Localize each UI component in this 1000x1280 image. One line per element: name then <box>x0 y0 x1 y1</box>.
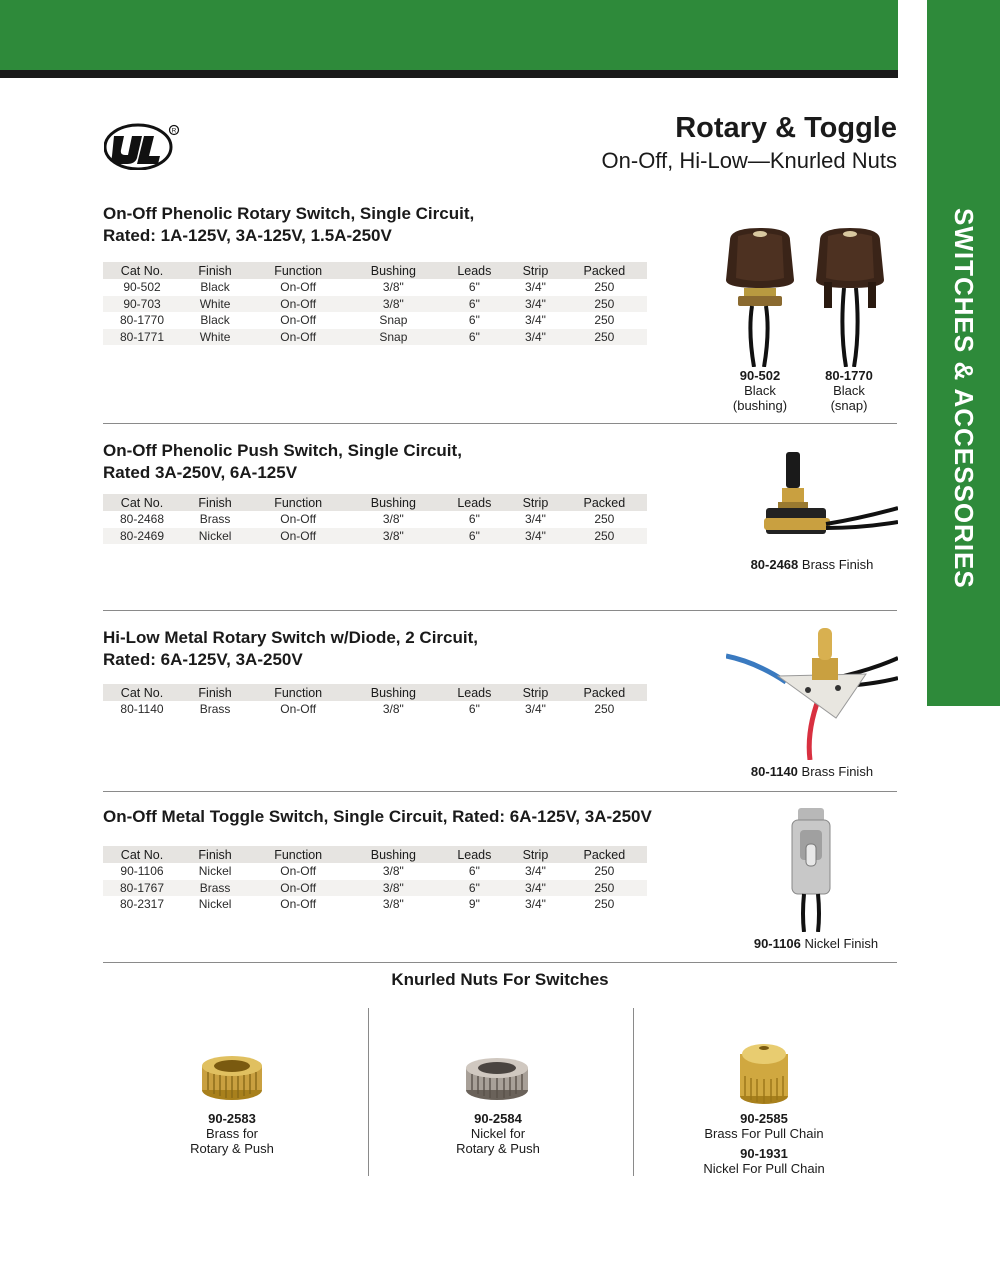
side-tab-label: SWITCHES & ACCESSORIES <box>949 207 979 589</box>
table-cell: 250 <box>562 329 647 346</box>
table-cell: 3/8" <box>382 280 404 295</box>
table-header-cell: Leads <box>440 684 510 701</box>
table-cell: 3/4" <box>524 313 546 328</box>
table-header-cell: Strip <box>509 684 562 701</box>
hilow-switch-image <box>726 618 898 760</box>
col-cat-no: Cat No. <box>103 262 181 279</box>
spec-table-push <box>103 494 647 544</box>
side-tab-label-wrap <box>927 0 1000 706</box>
header-bar-underline <box>0 70 898 78</box>
table-cell: 3/4" <box>509 880 562 897</box>
table-row <box>103 296 647 313</box>
table-cell: 6" <box>440 528 510 545</box>
table-header-row <box>103 262 647 279</box>
table-header-cell: Cat No. <box>103 684 181 701</box>
table-cell: Black <box>200 280 230 295</box>
section-divider <box>103 610 897 611</box>
table-cell: 250 <box>562 880 647 897</box>
push-switch-image <box>752 448 898 548</box>
table-header-cell: Bushing <box>347 494 439 511</box>
table-cell: 3/4" <box>524 897 546 912</box>
table-cell: 9" <box>468 897 480 912</box>
table-cell: 6" <box>468 864 480 879</box>
brass-knurled-nut-image <box>200 1052 264 1102</box>
caption-90-502: 90-502 Black (bushing) <box>732 368 788 413</box>
table-cell: 250 <box>562 528 647 545</box>
section-title-rotary <box>103 203 474 247</box>
table-cell: Snap <box>347 329 439 346</box>
page-subtitle: On-Off, Hi-Low—Knurled Nuts <box>601 148 897 173</box>
table-cell: 90-1106 <box>120 864 164 879</box>
toggle-switch-image <box>778 804 842 932</box>
table-header-cell: Strip <box>509 494 562 511</box>
pull-chain-knurled-nut-image <box>736 1036 792 1106</box>
caption-90-2584: 90-2584 Nickel for Rotary & Push <box>456 1111 540 1156</box>
table-cell: 3/8" <box>347 528 439 545</box>
table-cell: 3/4" <box>509 528 562 545</box>
col-packed: Packed <box>562 262 647 279</box>
section-divider <box>103 423 897 424</box>
table-cell: 3/4" <box>524 864 546 879</box>
table-cell: On-Off <box>249 296 347 313</box>
table-cell: 250 <box>562 296 647 313</box>
section-title-toggle <box>103 806 652 828</box>
table-cell: 80-2317 <box>119 897 165 912</box>
table-cell: 3/4" <box>524 702 546 717</box>
table-header-cell: Function <box>249 494 347 511</box>
col-strip: Strip <box>509 262 562 279</box>
table-cell: On-Off <box>280 702 317 717</box>
table-cell: Snap <box>379 313 408 328</box>
table-cell: 6" <box>468 512 480 527</box>
table-cell: On-Off <box>249 880 347 897</box>
table-header-cell: Cat No. <box>103 494 181 511</box>
table-cell: 6" <box>468 313 480 328</box>
rotary-switch-bushing-image <box>718 222 802 367</box>
table-cell: 3/8" <box>347 296 439 313</box>
table-row <box>103 279 647 296</box>
table-cell: 80-1140 <box>120 702 164 717</box>
table-row <box>103 863 647 880</box>
table-cell: 250 <box>594 512 615 527</box>
table-header-cell: Function <box>249 684 347 701</box>
rotary-switch-snap-image <box>810 222 890 367</box>
section-title-line: On-Off Metal Toggle Switch, Single Circuit, Rated: 6A-125V, 3A-250V <box>103 807 652 826</box>
table-cell: 6" <box>468 280 480 295</box>
table-header-cell: Packed <box>562 846 647 863</box>
section-title-hilow <box>103 627 478 671</box>
table-cell: 80-1767 <box>103 880 181 897</box>
table-header-cell: Finish <box>181 494 249 511</box>
section-title-line: Rated: 1A-125V, 3A-125V, 1.5A-250V <box>103 226 392 245</box>
table-row <box>103 511 647 528</box>
table-row <box>103 329 647 346</box>
table-cell: Nickel <box>198 897 232 912</box>
col-function: Function <box>249 262 347 279</box>
caption-90-2585: 90-2585 Brass For Pull Chain 90-1931 Nickel For Pull Chain <box>703 1111 825 1176</box>
table-header-cell: Function <box>249 846 347 863</box>
section-divider <box>103 962 897 963</box>
table-row <box>103 312 647 329</box>
table-cell: On-Off <box>280 313 317 328</box>
table-row <box>103 896 647 913</box>
table-cell: Nickel <box>198 864 232 879</box>
table-cell: 3/4" <box>509 296 562 313</box>
table-cell: White <box>181 329 249 346</box>
table-header-row <box>103 684 647 701</box>
section-title-line: Rated: 6A-125V, 3A-250V <box>103 650 303 669</box>
caption-80-1770: 80-1770 Black (snap) <box>825 368 873 413</box>
table-row <box>103 528 647 545</box>
column-divider <box>633 1008 634 1176</box>
table-header-cell: Cat No. <box>103 846 181 863</box>
svg-text:R: R <box>171 127 177 135</box>
caption-80-2468: 80-2468 Brass Finish <box>750 557 874 572</box>
table-header-cell: Packed <box>562 494 647 511</box>
table-header-cell: Bushing <box>347 846 439 863</box>
table-cell: On-Off <box>280 897 317 912</box>
col-leads: Leads <box>440 262 510 279</box>
table-cell: 6" <box>440 880 510 897</box>
page-title: Rotary & Toggle <box>675 112 897 144</box>
spec-table-rotary <box>103 262 647 345</box>
table-cell: Nickel <box>181 528 249 545</box>
table-cell: On-Off <box>249 528 347 545</box>
ul-certification-logo <box>104 122 180 170</box>
table-cell: Brass <box>199 702 231 717</box>
table-header-cell: Packed <box>562 684 647 701</box>
caption-cat: 80-1770 <box>825 368 873 383</box>
table-cell: 3/8" <box>382 864 404 879</box>
caption-cat: 90-502 <box>739 368 781 383</box>
table-cell: 3/8" <box>382 512 404 527</box>
nickel-knurled-nut-image <box>464 1054 530 1102</box>
section-title-line: Hi-Low Metal Rotary Switch w/Diode, 2 Circuit, <box>103 628 478 647</box>
table-cell: 250 <box>594 897 615 912</box>
table-cell: 3/8" <box>382 702 404 717</box>
caption-90-1106: 90-1106 Nickel Finish <box>753 936 879 951</box>
table-row <box>103 701 647 718</box>
table-cell: 250 <box>594 702 615 717</box>
table-cell: 6" <box>468 702 480 717</box>
table-cell: 3/4" <box>524 512 546 527</box>
col-finish: Finish <box>181 262 249 279</box>
table-cell: On-Off <box>280 280 317 295</box>
section-title-line: On-Off Phenolic Rotary Switch, Single Circuit, <box>103 204 475 223</box>
caption-80-1140: 80-1140 Brass Finish <box>750 764 874 779</box>
table-header-row <box>103 846 647 863</box>
table-cell: 6" <box>440 329 510 346</box>
col-bushing: Bushing <box>347 262 439 279</box>
table-header-cell: Finish <box>181 846 249 863</box>
spec-table-toggle <box>103 846 647 913</box>
table-cell: Brass <box>199 512 231 527</box>
table-cell: 250 <box>594 280 615 295</box>
table-cell: 80-1771 <box>103 329 181 346</box>
section-title-line: Rated 3A-250V, 6A-125V <box>103 463 298 482</box>
table-cell: Black <box>200 313 230 328</box>
caption-90-2583: 90-2583 Brass for Rotary & Push <box>190 1111 274 1156</box>
table-cell: 80-2469 <box>103 528 181 545</box>
table-cell: 3/4" <box>524 280 546 295</box>
table-cell: On-Off <box>280 864 317 879</box>
table-cell: 90-502 <box>123 280 161 295</box>
spec-table-hilow <box>103 684 647 718</box>
table-cell: 250 <box>594 313 615 328</box>
table-cell: 3/8" <box>347 880 439 897</box>
table-cell: 6" <box>440 296 510 313</box>
section-title-push <box>103 440 462 484</box>
table-header-row <box>103 494 647 511</box>
table-cell: 90-703 <box>103 296 181 313</box>
header-bar <box>0 0 898 70</box>
table-header-cell: Leads <box>440 494 510 511</box>
table-cell: 80-1770 <box>119 313 165 328</box>
table-header-cell: Bushing <box>347 684 439 701</box>
table-cell: 80-2468 <box>119 512 165 527</box>
table-cell: 3/8" <box>382 897 404 912</box>
table-header-cell: Strip <box>509 846 562 863</box>
table-cell: White <box>181 296 249 313</box>
table-cell: Brass <box>181 880 249 897</box>
nuts-section-title: Knurled Nuts For Switches <box>391 970 609 989</box>
table-cell: On-Off <box>280 512 317 527</box>
table-cell: 250 <box>594 864 615 879</box>
section-divider <box>103 791 897 792</box>
column-divider <box>368 1008 369 1176</box>
table-cell: On-Off <box>249 329 347 346</box>
table-cell: 3/4" <box>509 329 562 346</box>
table-header-cell: Finish <box>181 684 249 701</box>
table-header-cell: Leads <box>440 846 510 863</box>
section-title-line: On-Off Phenolic Push Switch, Single Circuit, <box>103 441 462 460</box>
table-row <box>103 880 647 897</box>
